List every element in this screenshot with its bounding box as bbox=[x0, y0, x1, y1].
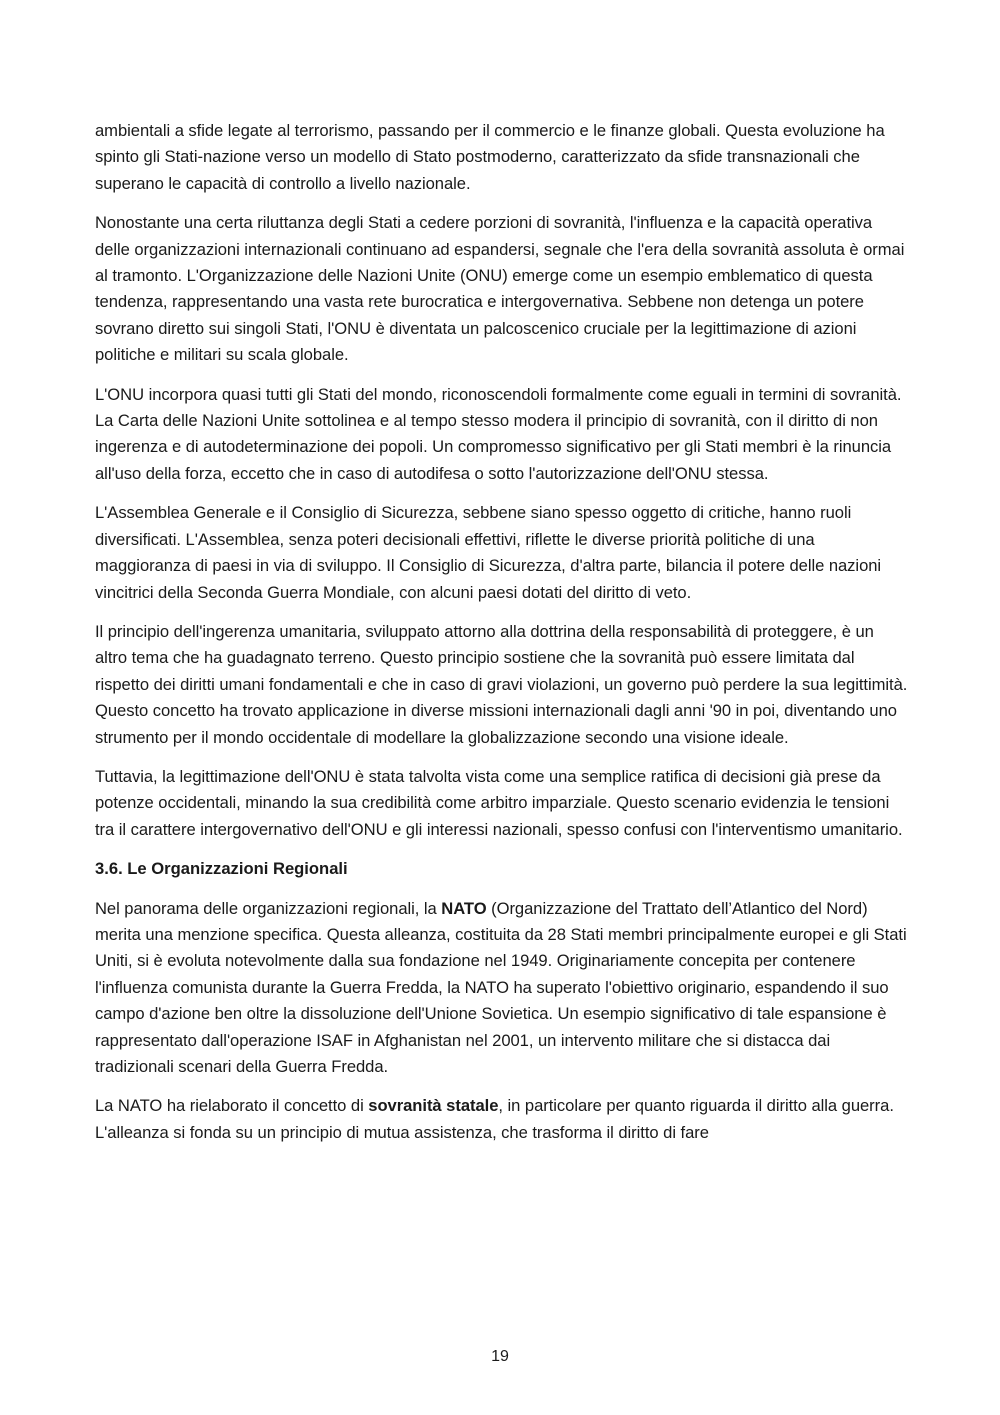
paragraph-4: L'Assemblea Generale e il Consiglio di Sicurezza, sebbene siano spesso oggetto di critiche, hanno ruoli diversificati. L'Assemblea, senza poteri decisionali effettivi, riflette le diverse priorità politiche di una maggioranza di paesi in via di sviluppo. Il Consiglio di Sicurezza, d'altra parte, bilancia il potere delle nazioni vincitrici della Seconda Guerra Mondiale, con alcuni paesi dotati del diritto di veto. bbox=[95, 503, 882, 602]
page-content bbox=[95, 118, 910, 1159]
paragraph-1: ambientali a sfide legate al terrorismo, passando per il commercio e le finanze globali. Questa evoluzione ha spinto gli Stati-nazione verso un modello di Stato postmoderno, caratterizzato da sfide transnazionali che superano le capacità di controllo a livello nazionale. bbox=[95, 121, 885, 193]
paragraph-sovereignty-rest: , in particolare per quanto riguarda il diritto alla guerra. L'alleanza si fonda su un principio di mutua assistenza, che trasforma il diritto di fare bbox=[95, 1096, 894, 1142]
paragraph-sovereignty bbox=[95, 1093, 910, 1146]
page-number: 19 bbox=[491, 1348, 509, 1365]
paragraph-nato bbox=[95, 896, 910, 1081]
paragraph-6: Tuttavia, la legittimazione dell'ONU è stata talvolta vista come una semplice ratifica di decisioni già prese da potenze occidentali, minando la sua credibilità come arbitro imparziale. Questo scenario evidenzia le tensioni tra il carattere intergovernativo dell'ONU e gli interessi nazionali, spesso confusi con l'interventismo umanitario. bbox=[95, 766, 903, 839]
paragraph-5: Il principio dell'ingerenza umanitaria, sviluppato attorno alla dottrina della responsabilità di proteggere, è un altro tema che ha guadagnato terreno. Questo principio sostiene che la sovranità può essere limitata dal rispetto dei diritti umani fondamentali e che in caso di gravi violazioni, un governo può perdere la sua legittimità. Questo concetto ha trovato applicazione in diverse missioni internazionali dagli anni '90 in poi, diventando uno strumento per il mondo occidentale di modellare la globalizzazione secondo una visione ideale. bbox=[95, 621, 908, 747]
section-heading: 3.6. Le Organizzazioni Regionali bbox=[95, 859, 348, 879]
nato-term: NATO bbox=[441, 898, 487, 918]
sovereignty-term: sovranità statale bbox=[368, 1096, 499, 1116]
paragraph-nato-start: Nel panorama delle organizzazioni regionali, la bbox=[95, 898, 442, 918]
paragraph-sovereignty-start: La NATO ha rielaborato il concetto di bbox=[95, 1096, 369, 1116]
paragraph-3: L'ONU incorpora quasi tutti gli Stati del mondo, riconoscendoli formalmente come eguali in termini di sovranità. La Carta delle Nazioni Unite sottolinea e al tempo stesso modera il principio di sovranità, con il diritto di non ingerenza e di autodeterminazione dei popoli. Un compromesso significativo per gli Stati membri è la rinuncia all'uso della forza, eccetto che in caso di autodifesa o sotto l'autorizzazione dell'ONU stessa. bbox=[95, 384, 902, 483]
paragraph-nato-rest: (Organizzazione del Trattato dell’Atlantico del Nord) merita una menzione specifica. Questa alleanza, costituita da 28 Stati membri principalmente europei e gli Stati Uniti, si è evoluta notevolmente dalla sua fondazione nel 1949. Originariamente concepita per contenere l'influenza comunista durante la Guerra Fredda, la NATO ha superato l'obiettivo originario, espandendo il suo campo d'azione ben oltre la dissoluzione dell'Unione Sovietica. Un esempio significativo di tale espansione è rappresentato dall'operazione ISAF in Afghanistan nel 2001, un intervento militare che si distacca dai tradizionali scenari della Guerra Fredda. bbox=[95, 898, 907, 1076]
paragraph-2: Nonostante una certa riluttanza degli Stati a cedere porzioni di sovranità, l'influenza e la capacità operativa delle organizzazioni internazionali continuano ad espandersi, segnale che l'era della sovranità assoluta è ormai al tramonto. L'Organizzazione delle Nazioni Unite (ONU) emerge come un esempio emblematico di questa tendenza, rappresentando una vasta rete burocratica e intergovernativa. Sebbene non detenga un potere sovrano diretto sui singoli Stati, l'ONU è diventata un palcoscenico cruciale per la legittimazione di azioni politiche e militari su scala globale. bbox=[95, 213, 905, 365]
